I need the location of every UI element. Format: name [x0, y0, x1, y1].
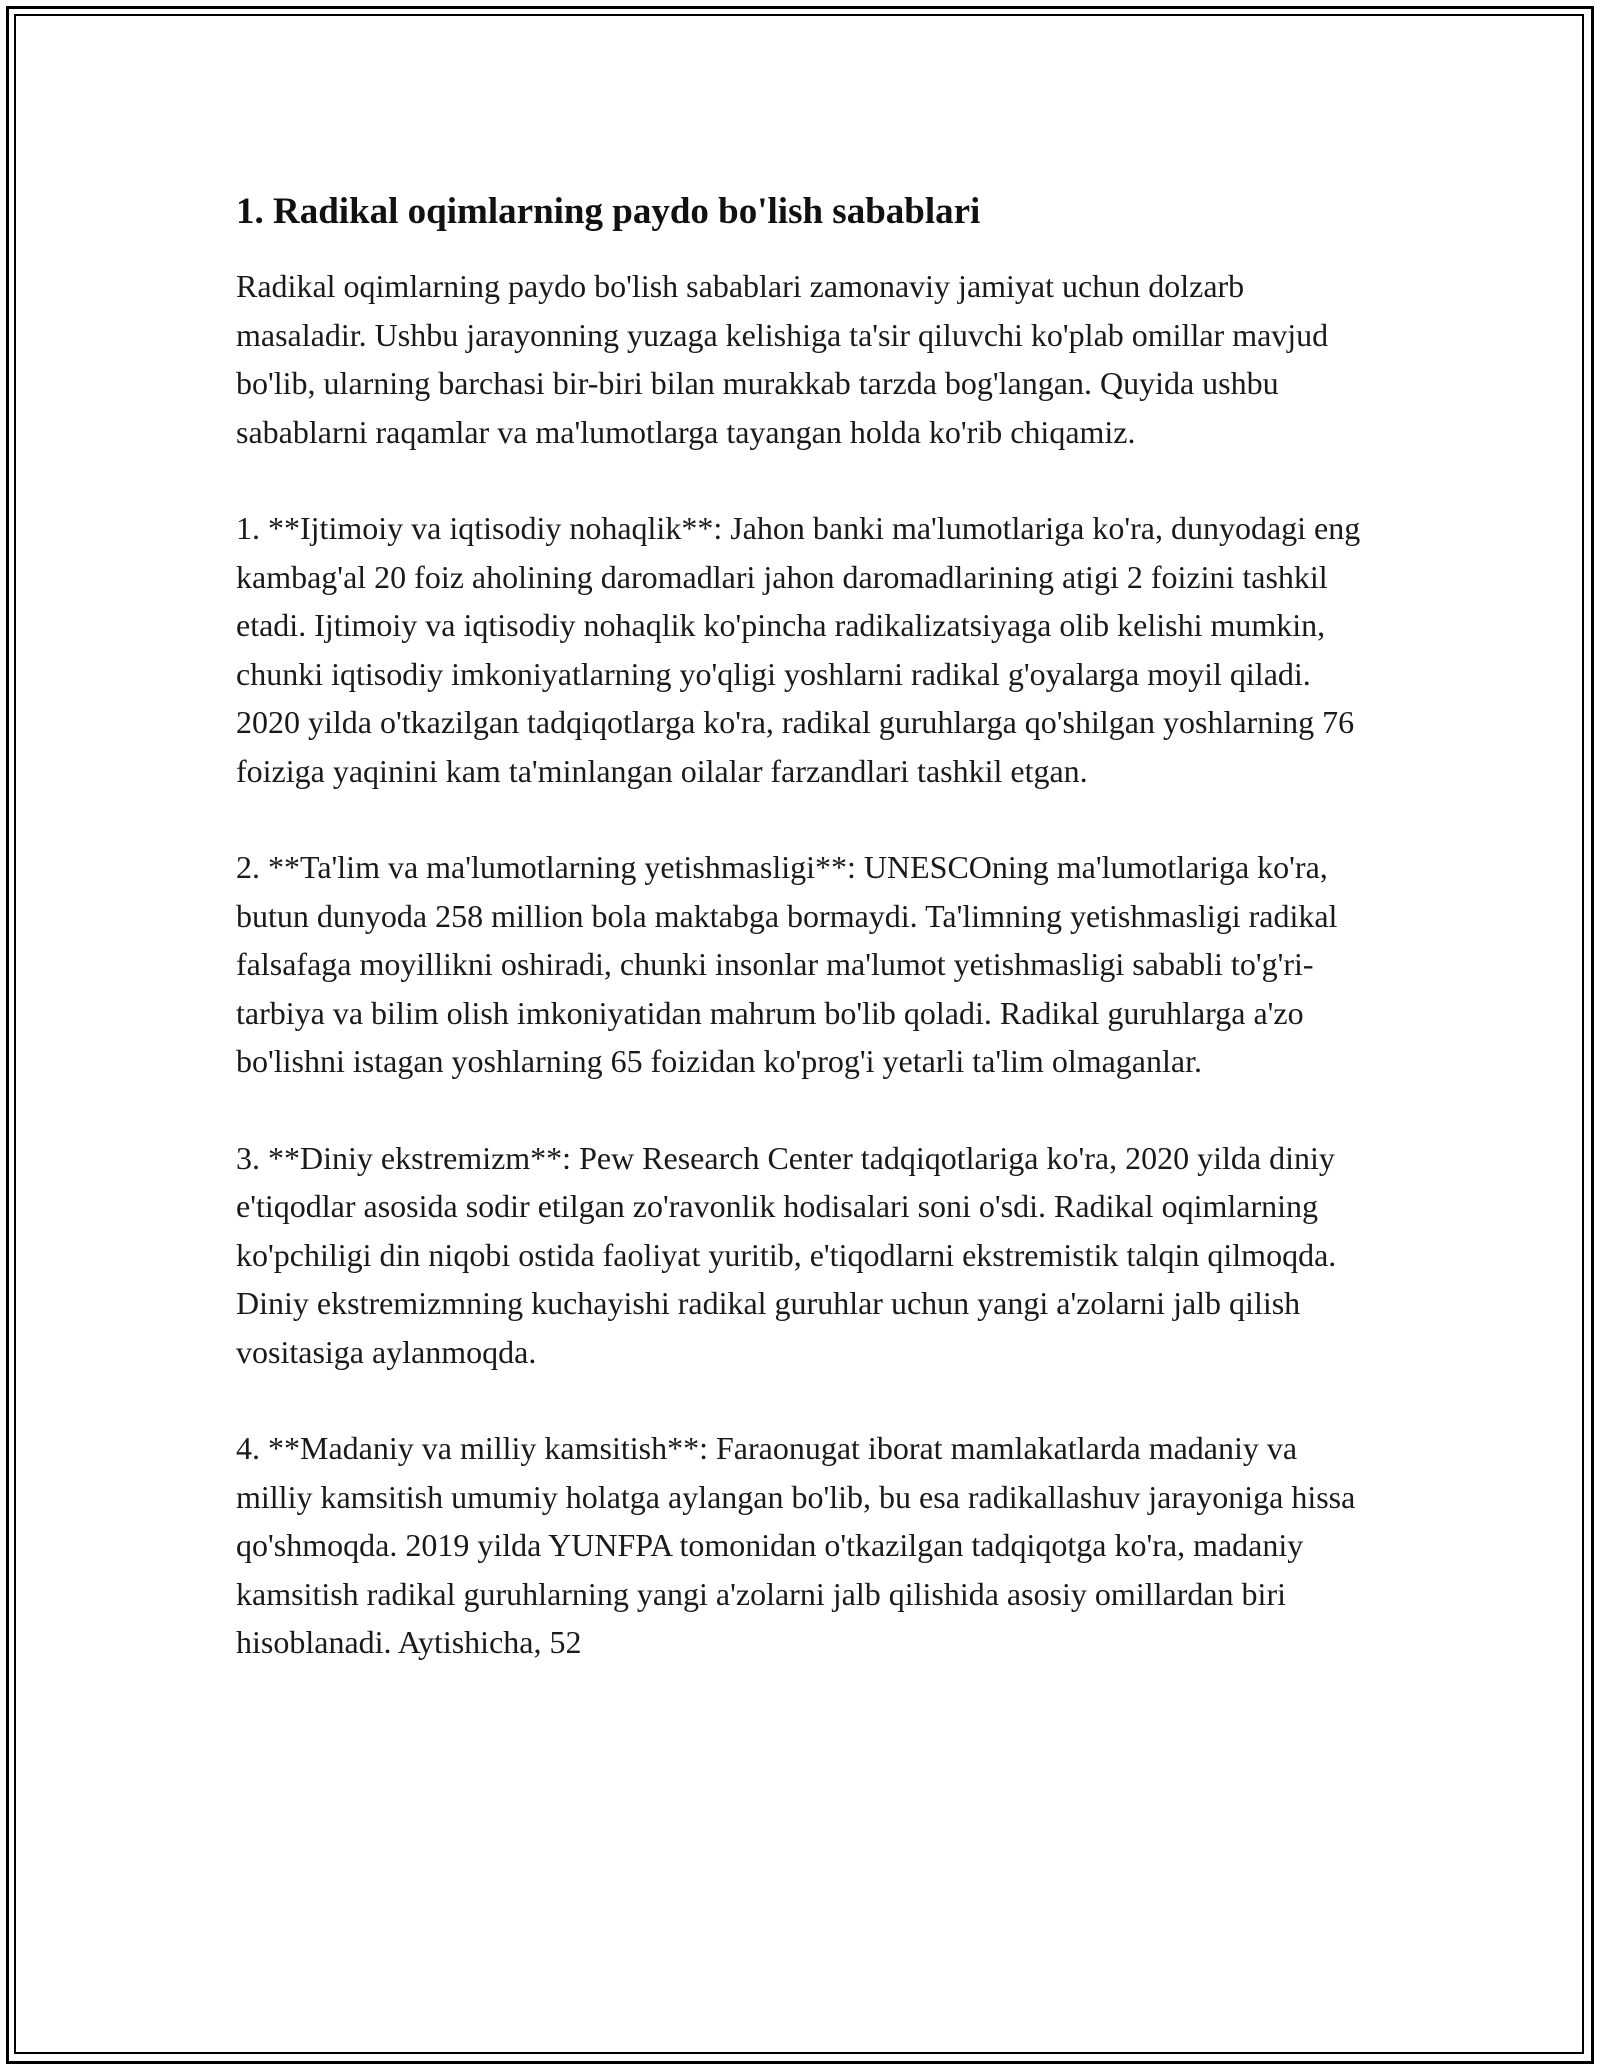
paragraph-religious-extremism: 3. **Diniy ekstremizm**: Pew Research Center tadqiqotlariga ko'ra, 2020 yilda diniy e'tiqodlar asosida sodir etilgan zo'ravonlik hodisalari soni o'sdi. Radikal oqimlarning ko'pchiligi din niqobi ostida faoliyat yuritib, e'tiqodlarni ekstremistik talqin qilmoqda. Diniy ekstremizmning kuchayishi radikal guruhlar uchun yangi a'zolarni jalb qilish vositasiga aylanmoqda. — [236, 1139, 1337, 1370]
document-body — [236, 186, 1366, 1667]
intro-paragraph: Radikal oqimlarning paydo bo'lish sabablari zamonaviy jamiyat uchun dolzarb masaladir. Ushbu jarayonning yuzaga kelishiga ta'sir qiluvchi ko'plab omillar mavjud bo'lib, ularning barchasi bir-biri bilan murakkab tarzda bog'langan. Quyida ushbu sabablarni raqamlar va ma'lumotlarga tayangan holda ko'rib chiqamiz. — [236, 268, 1329, 450]
paragraph-social-economic-inequality: 1. **Ijtimoiy va iqtisodiy nohaqlik**: Jahon banki ma'lumotlariga ko'ra, dunyodagi eng kambag'al 20 foiz aholining daromadlari jahon daromadlarining atigi 2 foizini tashkil etadi. Ijtimoiy va iqtisodiy nohaqlik ko'pincha radikalizatsiyaga olib kelishi mumkin, chunki iqtisodiy imkoniyatlarning yo'qligi yoshlarni radikal g'oyalarga moyil qiladi. 2020 yilda o'tkazilgan tadqiqotlarga ko'ra, radikal guruhlarga qo'shilgan yoshlarning 76 foiziga yaqinini kam ta'minlangan oilalar farzandlari tashkil etgan. — [236, 510, 1361, 789]
section-heading: 1. Radikal oqimlarning paydo bo'lish sabablari — [236, 191, 981, 232]
paragraph-education-deficit: 2. **Ta'lim va ma'lumotlarning yetishmasligi**: UNESCOning ma'lumotlariga ko'ra, butun dunyoda 258 million bola maktabga bormaydi. Ta'limning yetishmasligi radikal falsafaga moyillikni oshiradi, chunki insonlar ma'lumot yetishmasligi sababli to'g'ri-tarbiya va bilim olish imkoniyatidan mahrum bo'lib qoladi. Radikal guruhlarga a'zo bo'lishni istagan yoshlarning 65 foizidan ko'prog'i yetarli ta'lim olmaganlar. — [236, 849, 1338, 1079]
paragraph-cultural-discrimination: 4. **Madaniy va milliy kamsitish**: Faraonugat iborat mamlakatlarda madaniy va milliy kamsitish umumiy holatga aylangan bo'lib, bu esa radikallashuv jarayoniga hissa qo'shmoqda. 2019 yilda YUNFPA tomonidan o'tkazilgan tadqiqotga ko'ra, madaniy kamsitish radikal guruhlarning yangi a'zolarni jalb qilishida asosiy omillardan biri hisoblanadi. Aytishicha, 52 — [236, 1430, 1356, 1660]
